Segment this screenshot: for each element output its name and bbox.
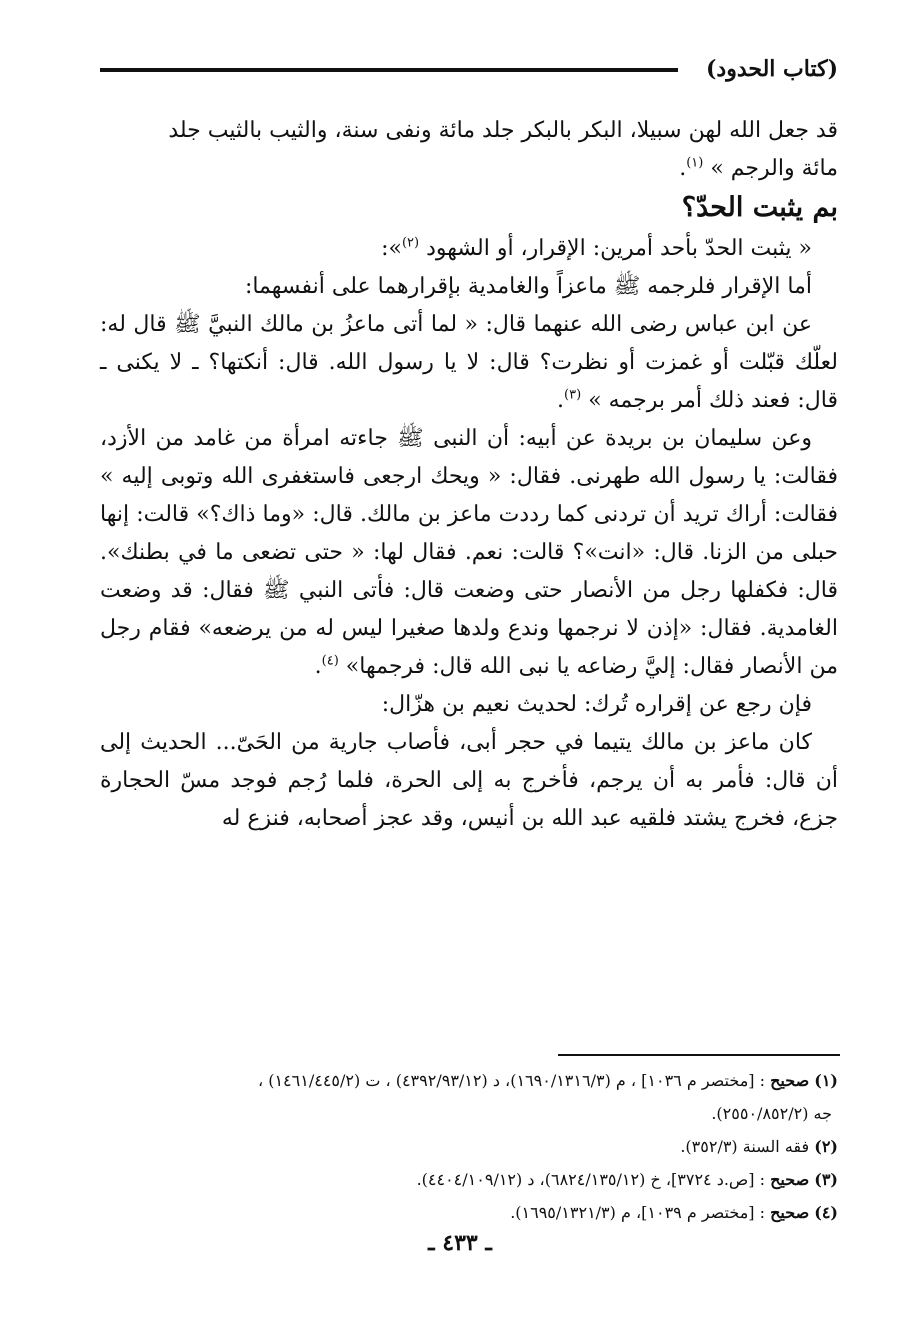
paragraph-1-line-1: قد جعل الله لهن سبيلا، البكر بالبكر جلد مائة ونفى سنة، والثيب بالثيب جلد: [168, 118, 838, 143]
paragraph-5: [100, 420, 838, 686]
paragraph-7: كان ماعز بن مالك يتيما في حجر أبى، فأصاب جارية من الحَىّ... الحديث إلى أن قال: فأمر به أن يرجم، فأخرج به إلى الحرة، فلما رُجم فوجد مسّ الحجارة جزع، فخرج يشتد فلقيه عبد الله بن أنيس، وقد عجز أصحابه، فنزع له: [100, 730, 838, 831]
paragraph-4-text: عن ابن عباس رضى الله عنهما قال: « لما أتى ماعزُ بن مالك النبيَّ ﷺ قال له: لعلّك قبّلت أو غمزت أو نظرت؟ قال: لا يا رسول الله. قال: أنكتها؟ ـ لا يكنى ـ قال: فعند ذلك أمر برجمه »: [100, 312, 838, 413]
page-number: ـ ٤٣٣ ـ: [428, 1230, 492, 1256]
footnote-text: فقه السنة (٣٥٢/٣).: [680, 1137, 810, 1156]
chapter-title: (كتاب الحدود): [706, 56, 838, 82]
paragraph-1-line-2: مائة والرجم »: [710, 156, 838, 181]
footnote-number: (٢): [814, 1137, 838, 1156]
paragraph-1: [100, 112, 838, 188]
paragraph-4-end: .: [557, 388, 565, 413]
paragraph-1-end: .: [679, 156, 687, 181]
footnote-grade: صحيح: [770, 1170, 810, 1189]
footnote-ref-4: (٤): [321, 653, 339, 669]
header-rule: [100, 68, 678, 72]
footnote-4: [100, 1196, 838, 1229]
paragraph-2-end: »:: [381, 236, 402, 261]
footnote-1-continued: جه (٢٥٥٠/٨٥٢/٢).: [711, 1104, 832, 1123]
footnote-2: [100, 1130, 838, 1163]
footnote-separator: [558, 1054, 840, 1056]
paragraph-5-end: .: [314, 654, 322, 679]
footnote-text: : [ص.د ٣٧٢٤]، خ (٦٨٢٤/١٣٥/١٢)، د (٤٤٠٤/١٠٩/١٢).: [416, 1170, 765, 1189]
paragraph-2: [100, 230, 838, 268]
footnote-number: (١): [814, 1071, 838, 1090]
footnote-text: : [مختصر م ١٠٣٦] ، م (١٦٩٠/١٣١٦/٣)، د (٤٣٩٢/٩٣/١٢) ، ت (١٤٦١/٤٤٥/٢) ،: [257, 1071, 765, 1090]
page-header: [100, 52, 838, 92]
footnote-ref-2: (٢): [401, 235, 420, 251]
footnote-1: [100, 1064, 838, 1097]
footnote-number: (٤): [814, 1203, 838, 1222]
footnote-grade: صحيح: [770, 1203, 810, 1222]
footnote-text: : [مختصر م ١٠٣٩]، م (١٦٩٥/١٣٢١/٣).: [510, 1203, 765, 1222]
footnote-ref-3: (٣): [564, 387, 582, 403]
paragraph-2-text: « يثبت الحدّ بأحد أمرين: الإقرار، أو الشهود: [426, 236, 812, 261]
paragraph-4: [100, 306, 838, 420]
footnote-grade: صحيح: [770, 1071, 810, 1090]
paragraph-6: فإن رجع عن إقراره تُرك: لحديث نعيم بن هزّال:: [381, 692, 812, 717]
footnote-number: (٣): [814, 1170, 838, 1189]
paragraph-3: أما الإقرار فلرجمه ﷺ ماعزاً والغامدية بإقرارهما على أنفسهما:: [244, 274, 812, 299]
section-heading: بم يثبت الحدّ؟: [681, 192, 838, 223]
main-text: [100, 112, 838, 838]
paragraph-5-text: وعن سليمان بن بريدة عن أبيه: أن النبى ﷺ جاءته امرأة من غامد من الأزد، فقالت: يا رسول الله طهرنى. فقال: « ويحك ارجعى فاستغفرى الله وتوبى إليه » فقالت: أراك تريد أن تردنى كما رددت ماعز بن مالك. قال: «وما ذاك؟» قالت: إنها حبلى من الزنا. قال: «انت»؟ قالت: نعم. فقال لها: « حتى تضعى ما في بطنك». قال: فكفلها رجل من الأنصار حتى وضعت قال: فأتى النبي ﷺ فقال: قد وضعت الغامدية. فقال: «إذن لا نرجمها وندع ولدها صغيرا ليس له من يرضعه» فقام رجل من الأنصار فقال: إليَّ رضاعه يا نبى الله قال: فرجمها»: [100, 426, 838, 679]
footnotes: [100, 1064, 838, 1229]
footnote-3: [100, 1163, 838, 1196]
footnote-ref-1: (١): [686, 155, 704, 171]
